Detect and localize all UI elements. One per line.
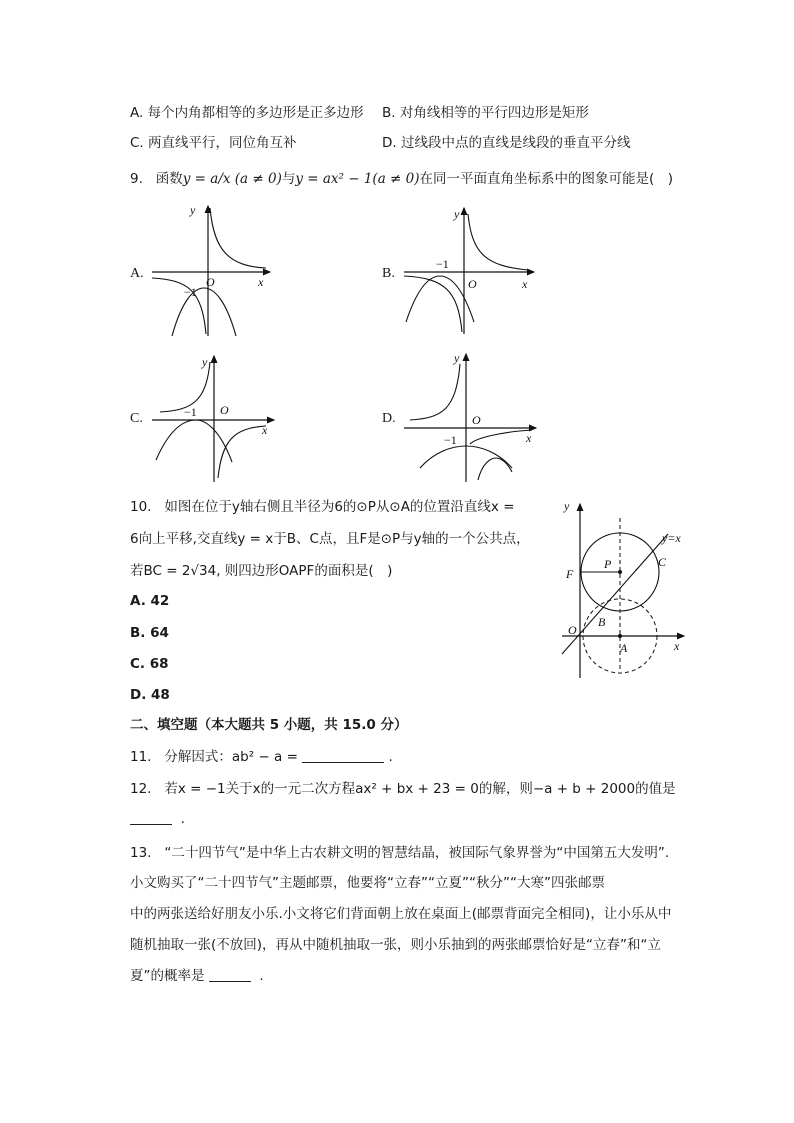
q9-graph-a xyxy=(148,200,278,340)
q9-graph-d xyxy=(400,348,545,485)
q12-answer-line xyxy=(130,810,185,828)
fig-a-label: A xyxy=(620,641,628,655)
fig-c-label: C xyxy=(658,555,667,569)
y-label: y xyxy=(190,203,196,217)
x-label: x xyxy=(522,277,528,291)
q12-answer-blank[interactable] xyxy=(130,810,172,825)
q11-answer-blank[interactable] xyxy=(302,748,384,763)
hyperbola-branch-q4 xyxy=(470,430,532,444)
hyperbola-branch-q1 xyxy=(468,214,528,270)
q9-label-c: C. xyxy=(130,411,143,426)
q13-end: . xyxy=(259,968,264,984)
point-a xyxy=(618,634,622,638)
q12-text: 若x = −1关于x的一元二次方程ax² + bx + 23 = 0的解，则−a + b + 2000的值是 xyxy=(164,781,676,797)
q11-end: . xyxy=(388,749,393,765)
q10-figure xyxy=(556,496,696,682)
x-label: x xyxy=(258,275,264,289)
x-label: x xyxy=(526,431,532,445)
fig-x-label: x xyxy=(674,639,680,653)
q8-option-c: C. 两直线平行，同位角互补 xyxy=(130,135,297,151)
hyperbola-branch-q2 xyxy=(410,364,460,420)
q9-text-pre: 函数 xyxy=(155,171,183,187)
q13-line3: 中的两张送给好朋友小乐.小文将它们背面朝上放在桌面上(邮票背面完全相同)，让小乐从中 xyxy=(130,906,672,922)
q12-end: . xyxy=(180,811,185,827)
q13-answer-blank[interactable] xyxy=(209,967,251,982)
q13-line4: 随机抽取一张(不放回)，再从中随机抽取一张，则小乐抽到的两张邮票恰好是“立春”和“立 xyxy=(130,937,662,953)
fig-y-label: y xyxy=(564,499,570,513)
q13-line1 xyxy=(130,844,669,862)
q10-line2: 6向上平移,交直线y = x于B、C点，且F是⊙P与y轴的一个公共点， xyxy=(130,531,530,547)
q9-func1: y = a/x (a ≠ 0) xyxy=(182,171,282,187)
q9-stem xyxy=(130,170,673,188)
q8-option-d: D. 过线段中点的直线是线段的垂直平分线 xyxy=(382,135,631,151)
q10-number: 10. xyxy=(130,499,152,515)
fig-p-label: P xyxy=(604,557,612,571)
origin-label: O xyxy=(472,413,481,427)
q9-func2: y = ax² − 1(a ≠ 0) xyxy=(295,171,420,187)
hyperbola-branch-q4 xyxy=(218,426,266,478)
q10-option-d: D. 48 xyxy=(130,687,170,703)
hyperbola-branch-q3 xyxy=(152,278,206,334)
parabola xyxy=(172,288,236,336)
q13-line5 xyxy=(130,967,264,985)
minus-one-label: −1 xyxy=(444,433,457,447)
fig-f-label: F xyxy=(566,567,574,581)
parabola xyxy=(156,420,232,462)
fig-line-label: y=x xyxy=(662,531,681,545)
q10-line3: 若BC = 2√34, 则四边形OAPF的面积是( ) xyxy=(130,563,393,579)
q9-label-d: D. xyxy=(382,411,396,426)
origin-label: O xyxy=(468,277,477,291)
q10-option-c: C. 68 xyxy=(130,656,169,672)
fig-b-label: B xyxy=(598,615,606,629)
q13-number: 13. xyxy=(130,845,152,861)
q9-text-post: 在同一平面直角坐标系中的图象可能是( ) xyxy=(419,171,674,187)
parabola-right-arc xyxy=(478,458,512,480)
origin-label: O xyxy=(206,275,215,289)
q10-option-a: A. 42 xyxy=(130,593,170,609)
origin-label: O xyxy=(220,403,229,417)
q9-graph-c xyxy=(148,350,278,485)
q9-label-b: B. xyxy=(382,266,395,281)
minus-one-label: −1 xyxy=(436,257,449,271)
y-label: y xyxy=(454,351,460,365)
q11 xyxy=(130,748,393,766)
q13-text-line5: 夏”的概率是 xyxy=(130,968,205,984)
point-p xyxy=(618,570,622,574)
q11-number: 11. xyxy=(130,749,152,765)
minus-one-label: −1 xyxy=(184,285,197,299)
q10-line1 xyxy=(130,498,515,516)
q8-option-a: A. 每个内角都相等的多边形是正多边形 xyxy=(130,105,364,121)
q8-option-b: B. 对角线相等的平行四边形是矩形 xyxy=(382,105,589,121)
hyperbola-branch-q1 xyxy=(210,208,266,268)
fig-o-label: O xyxy=(568,623,577,637)
y-label: y xyxy=(454,207,460,221)
q9-number: 9. xyxy=(130,171,143,187)
q9-label-a: A. xyxy=(130,266,144,281)
y-label: y xyxy=(202,355,208,369)
q10-text-line1: 如图在位于y轴右侧且半径为6的⊙P从⊙A的位置沿直线x = xyxy=(164,499,515,515)
q12-number: 12. xyxy=(130,781,152,797)
section-2-title: 二、填空题（本大题共 5 小题，共 15.0 分） xyxy=(130,717,408,733)
minus-one-label: −1 xyxy=(184,405,197,419)
q13-text-line1: “二十四节气”是中华上古农耕文明的智慧结晶，被国际气象界誉为“中国第五大发明”. xyxy=(164,845,670,861)
q9-graph-b xyxy=(400,200,540,340)
q9-text-mid: 与 xyxy=(281,171,296,187)
q13-line2: 小文购买了“二十四节气”主题邮票，他要将“立春”“立夏”“秋分”“大寒”四张邮票 xyxy=(130,875,605,891)
q11-text: 分解因式：ab² − a = xyxy=(164,749,298,765)
q12 xyxy=(130,780,676,798)
q10-option-b: B. 64 xyxy=(130,625,169,641)
x-label: x xyxy=(262,423,268,437)
